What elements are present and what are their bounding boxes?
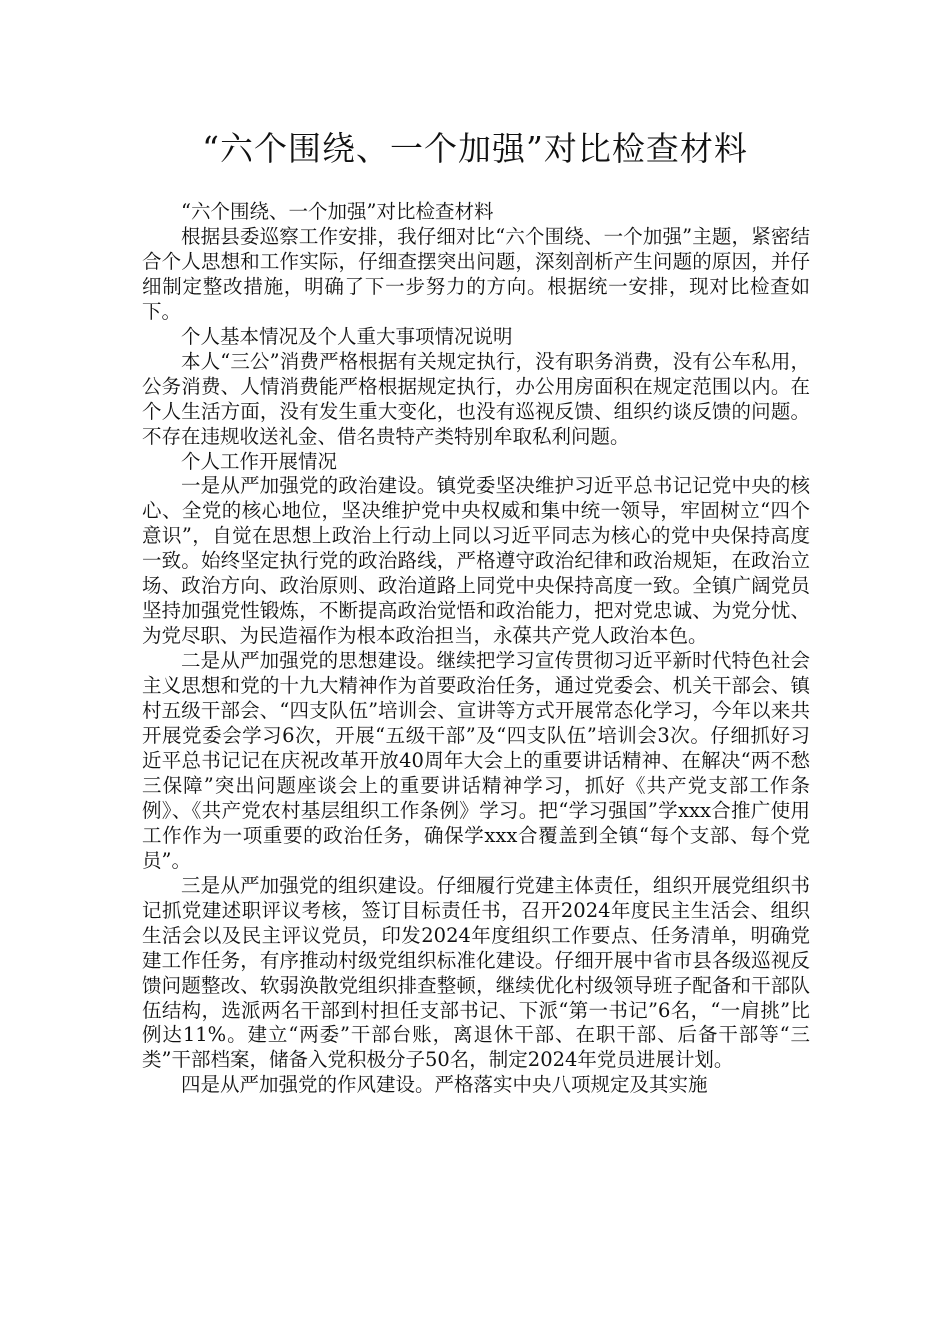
- subtitle-paragraph: “六个围绕、一个加强”对比检查材料: [181, 200, 494, 223]
- organizational-building-paragraph: 三是从严加强党的组织建设。仔细履行党建主体责任，组织开展党组织书记抓党建述职评议考核，签订目标责任书，召开2024年度民主生活会、组织生活会以及民主评议党员，印发2024年度组织工作要点、任务清单，明确党建工作任务，有序推动村级党组织标准化建设。仔细开展中省市县各级巡视反馈问题整改、软弱涣散党组织排查整顿，继续优化村级领导班子配备和干部队伍结构，选派两名干部到村担任支部书记、下派“第一书记”6名，“一肩挑”比例达11%。建立“两委”干部台账，离退休干部、在职干部、后备干部等“三类”干部档案，储备入党积极分子50名，制定2024年党员进展计划。: [142, 873, 810, 1072]
- section-heading-work: 个人工作开展情况: [181, 449, 338, 473]
- work-style-building-paragraph: 四是从严加强党的作风建设。严格落实中央八项规定及其实施: [181, 1073, 708, 1097]
- political-building-paragraph: 一是从严加强党的政治建设。镇党委坚决维护习近平总书记记党中央的核心、全党的核心地位，坚决维护党中央权威和集中统一领导，牢固树立“四个意识”，自觉在思想上政治上行动上同以习近平同志为核心的党中央保持高度一致。始终坚定执行党的政治路线，严格遵守政治纪律和政治规矩，在政治立场、政治方向、政治原则、政治道路上同党中央保持高度一致。全镇广阔党员坚持加强党性锻炼，不断提高政治觉悟和政治能力，把对党忠诚、为党分忧、为党尽职、为民造福作为根本政治担当，永葆共产党人政治本色。: [142, 474, 810, 648]
- document-title: “六个围绕、一个加强”对比检查材料: [202, 129, 748, 168]
- intro-paragraph: 根据县委巡察工作安排，我仔细对比“六个围绕、一个加强”主题，紧密结合个人思想和工作实际，仔细查摆突出问题，深刻剖析产生问题的原因，并仔细制定整改措施，明确了下一步努力的方向。根据统一安排，现对比检查如下。: [142, 224, 810, 323]
- section-heading-personal-info: 个人基本情况及个人重大事项情况说明: [181, 324, 513, 348]
- ideological-building-paragraph: 二是从严加强党的思想建设。继续把学习宣传贯彻习近平新时代特色社会主义思想和党的十九大精神作为首要政治任务，通过党委会、机关干部会、镇村五级干部会、“四支队伍”培训会、宣讲等方式开展常态化学习，今年以来共开展党委会学习6次，开展“五级干部”及“四支队伍”培训会3次。仔细抓好习近平总书记记在庆祝改革开放40周年大会上的重要讲话精神、在解决“两不愁三保障”突出问题座谈会上的重要讲话精神学习，抓好《共产党支部工作条例》、《共产党农村基层组织工作条例》学习。把“学习强国”学xxx合推广使用工作作为一项重要的政治任务，确保学xxx合覆盖到全镇“每个支部、每个党员”。: [142, 649, 810, 872]
- personal-info-paragraph: 本人“三公”消费严格根据有关规定执行，没有职务消费，没有公车私用，公务消费、人情消费能严格根据规定执行，办公用房面积在规定范围以内。在个人生活方面，没有发生重大变化，也没有巡视反馈、组织约谈反馈的问题。不存在违规收送礼金、借名贵特产类特别牟取私利问题。: [142, 349, 810, 448]
- document-body: [142, 200, 810, 1098]
